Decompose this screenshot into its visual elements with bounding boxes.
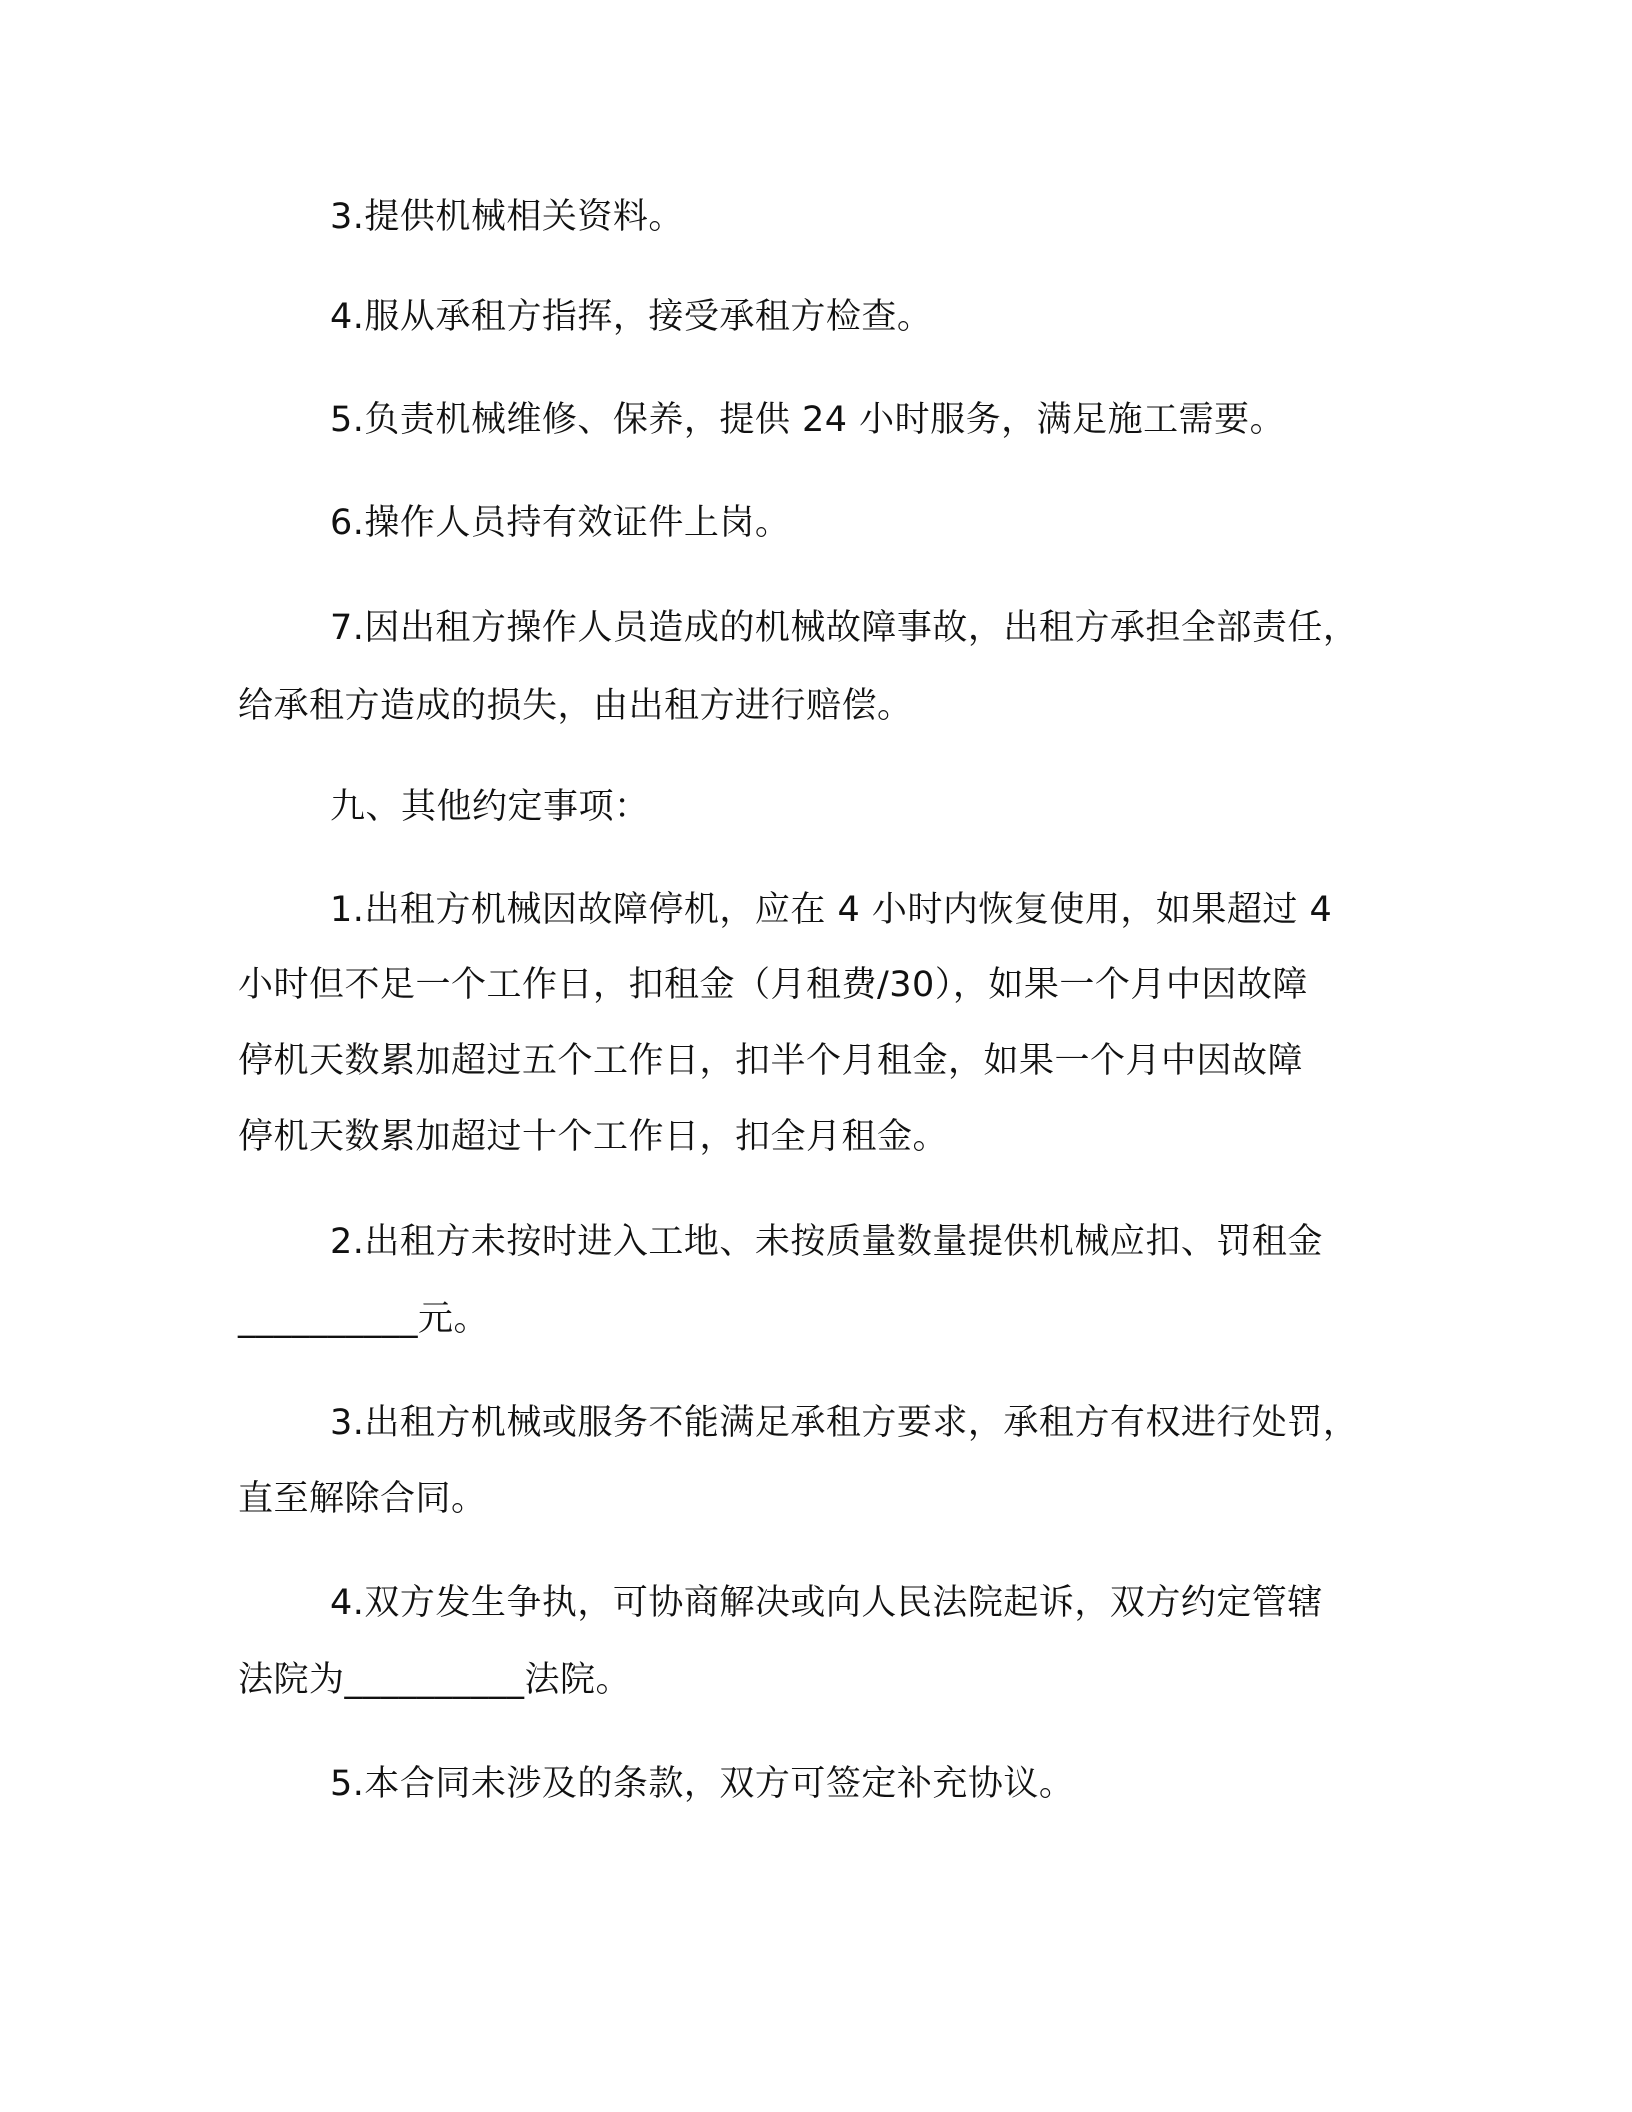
other-clause-1-line-2: 小时但不足一个工作日，扣租金（月租费/30），如果一个月中因故障: [238, 965, 1308, 1005]
other-clause-1-line-4: 停机天数累加超过十个工作日，扣全月租金。: [238, 1117, 949, 1157]
other-clause-2-line-2: __________元。: [238, 1299, 490, 1339]
other-clause-4-line-1: 4.双方发生争执，可协商解决或向人民法院起诉，双方约定管辖: [330, 1583, 1323, 1623]
clause-7-line-1: 7.因出租方操作人员造成的机械故障事故，出租方承担全部责任，: [330, 608, 1359, 648]
section-nine-heading: 九、其他约定事项：: [330, 787, 650, 827]
other-clause-2-line-1: 2.出租方未按时进入工地、未按质量数量提供机械应扣、罚租金: [330, 1222, 1323, 1262]
clause-5-line-1: 5.负责机械维修、保养，提供 24 小时服务，满足施工需要。: [330, 400, 1286, 440]
other-clause-4-line-2: 法院为__________法院。: [238, 1660, 632, 1700]
other-clause-1-line-1: 1.出租方机械因故障停机，应在 4 小时内恢复使用，如果超过 4: [330, 890, 1333, 930]
other-clause-3-line-1: 3.出租方机械或服务不能满足承租方要求，承租方有权进行处罚，: [330, 1403, 1359, 1443]
other-clause-5-line-1: 5.本合同未涉及的条款，双方可签定补充协议。: [330, 1764, 1075, 1804]
other-clause-1-line-3: 停机天数累加超过五个工作日，扣半个月租金，如果一个月中因故障: [238, 1041, 1304, 1081]
clause-4-line-1: 4.服从承租方指挥，接受承租方检查。: [330, 297, 933, 337]
clause-7-line-2: 给承租方造成的损失，由出租方进行赔偿。: [238, 686, 913, 726]
clause-6-line-1: 6.操作人员持有效证件上岗。: [330, 503, 791, 543]
other-clause-3-line-2: 直至解除合同。: [238, 1479, 487, 1519]
clause-3-line-1: 3.提供机械相关资料。: [330, 197, 684, 237]
